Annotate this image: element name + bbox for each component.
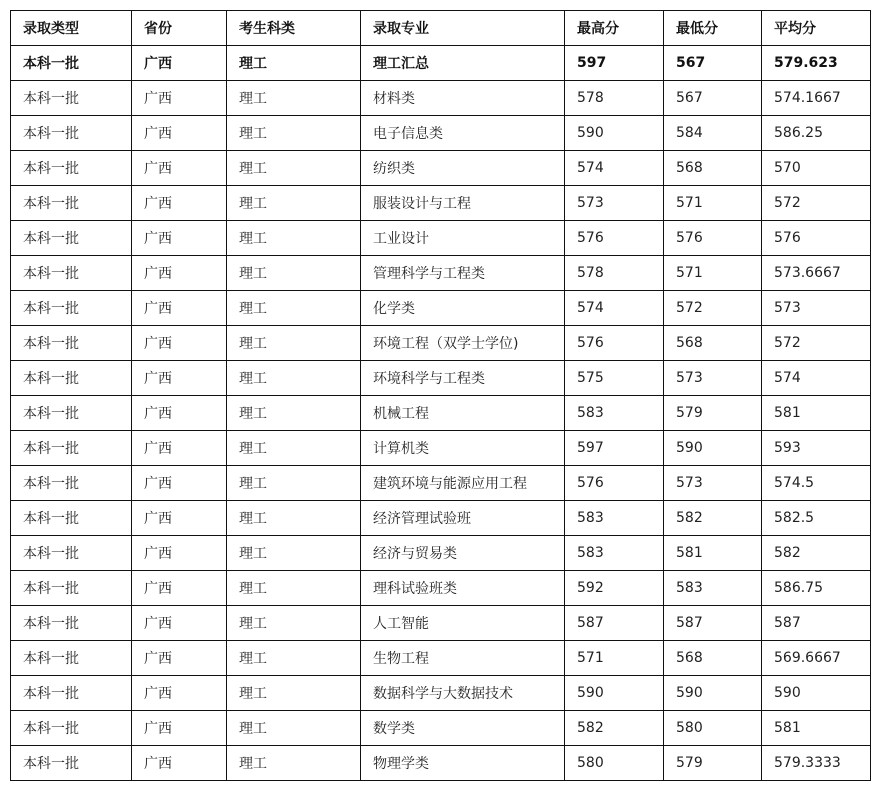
admission-type-cell: 本科一批: [11, 291, 132, 326]
max-score-cell: 580: [565, 746, 664, 781]
header-subject-category: 考生科类: [227, 11, 361, 46]
major-cell: 服装设计与工程: [361, 186, 565, 221]
min-score-cell: 581: [664, 536, 762, 571]
admission-type-cell: 本科一批: [11, 81, 132, 116]
avg-score-cell: 574: [762, 361, 871, 396]
subject-category-cell: 理工: [227, 571, 361, 606]
table-header: [11, 11, 871, 46]
avg-score-cell: 579.623: [762, 46, 871, 81]
province-cell: 广西: [132, 536, 227, 571]
table-row: [11, 81, 871, 116]
table-row: [11, 116, 871, 151]
min-score-cell: 571: [664, 186, 762, 221]
admission-type-cell: 本科一批: [11, 221, 132, 256]
subject-category-cell: 理工: [227, 151, 361, 186]
min-score-cell: 567: [664, 81, 762, 116]
min-score-cell: 572: [664, 291, 762, 326]
max-score-cell: 583: [565, 501, 664, 536]
table-row: [11, 641, 871, 676]
max-score-cell: 592: [565, 571, 664, 606]
subject-category-cell: 理工: [227, 46, 361, 81]
province-cell: 广西: [132, 46, 227, 81]
subject-category-cell: 理工: [227, 186, 361, 221]
max-score-cell: 573: [565, 186, 664, 221]
province-cell: 广西: [132, 571, 227, 606]
admission-type-cell: 本科一批: [11, 466, 132, 501]
table-row: [11, 711, 871, 746]
admission-type-cell: 本科一批: [11, 116, 132, 151]
header-max-score: 最高分: [565, 11, 664, 46]
province-cell: 广西: [132, 221, 227, 256]
admission-type-cell: 本科一批: [11, 711, 132, 746]
admission-type-cell: 本科一批: [11, 256, 132, 291]
subject-category-cell: 理工: [227, 641, 361, 676]
table-row: [11, 536, 871, 571]
table-row: [11, 291, 871, 326]
province-cell: 广西: [132, 606, 227, 641]
avg-score-cell: 573: [762, 291, 871, 326]
avg-score-cell: 574.5: [762, 466, 871, 501]
admission-type-cell: 本科一批: [11, 361, 132, 396]
table-row: [11, 186, 871, 221]
table-row: [11, 221, 871, 256]
max-score-cell: 574: [565, 151, 664, 186]
max-score-cell: 576: [565, 221, 664, 256]
max-score-cell: 587: [565, 606, 664, 641]
subject-category-cell: 理工: [227, 326, 361, 361]
min-score-cell: 567: [664, 46, 762, 81]
max-score-cell: 597: [565, 431, 664, 466]
province-cell: 广西: [132, 466, 227, 501]
major-cell: 理科试验班类: [361, 571, 565, 606]
header-row: [11, 11, 871, 46]
max-score-cell: 590: [565, 676, 664, 711]
major-cell: 数据科学与大数据技术: [361, 676, 565, 711]
avg-score-cell: 569.6667: [762, 641, 871, 676]
subject-category-cell: 理工: [227, 536, 361, 571]
major-cell: 理工汇总: [361, 46, 565, 81]
admission-type-cell: 本科一批: [11, 746, 132, 781]
province-cell: 广西: [132, 641, 227, 676]
min-score-cell: 573: [664, 361, 762, 396]
header-major: 录取专业: [361, 11, 565, 46]
max-score-cell: 597: [565, 46, 664, 81]
major-cell: 人工智能: [361, 606, 565, 641]
avg-score-cell: 581: [762, 711, 871, 746]
province-cell: 广西: [132, 186, 227, 221]
min-score-cell: 584: [664, 116, 762, 151]
avg-score-cell: 590: [762, 676, 871, 711]
admission-type-cell: 本科一批: [11, 396, 132, 431]
max-score-cell: 583: [565, 536, 664, 571]
admission-type-cell: 本科一批: [11, 606, 132, 641]
admission-type-cell: 本科一批: [11, 186, 132, 221]
admission-score-table: [10, 10, 871, 781]
min-score-cell: 568: [664, 151, 762, 186]
province-cell: 广西: [132, 746, 227, 781]
major-cell: 数学类: [361, 711, 565, 746]
avg-score-cell: 574.1667: [762, 81, 871, 116]
subject-category-cell: 理工: [227, 361, 361, 396]
province-cell: 广西: [132, 501, 227, 536]
province-cell: 广西: [132, 396, 227, 431]
subject-category-cell: 理工: [227, 431, 361, 466]
subject-category-cell: 理工: [227, 676, 361, 711]
header-avg-score: 平均分: [762, 11, 871, 46]
table-row: [11, 606, 871, 641]
summary-row: [11, 46, 871, 81]
subject-category-cell: 理工: [227, 221, 361, 256]
avg-score-cell: 593: [762, 431, 871, 466]
header-min-score: 最低分: [664, 11, 762, 46]
avg-score-cell: 586.75: [762, 571, 871, 606]
subject-category-cell: 理工: [227, 256, 361, 291]
admission-type-cell: 本科一批: [11, 676, 132, 711]
province-cell: 广西: [132, 711, 227, 746]
major-cell: 物理学类: [361, 746, 565, 781]
avg-score-cell: 587: [762, 606, 871, 641]
admission-type-cell: 本科一批: [11, 326, 132, 361]
max-score-cell: 578: [565, 256, 664, 291]
min-score-cell: 568: [664, 326, 762, 361]
avg-score-cell: 581: [762, 396, 871, 431]
max-score-cell: 576: [565, 326, 664, 361]
province-cell: 广西: [132, 361, 227, 396]
major-cell: 电子信息类: [361, 116, 565, 151]
min-score-cell: 568: [664, 641, 762, 676]
max-score-cell: 576: [565, 466, 664, 501]
province-cell: 广西: [132, 81, 227, 116]
avg-score-cell: 572: [762, 326, 871, 361]
subject-category-cell: 理工: [227, 81, 361, 116]
table-row: [11, 361, 871, 396]
table-row: [11, 571, 871, 606]
admission-type-cell: 本科一批: [11, 536, 132, 571]
avg-score-cell: 576: [762, 221, 871, 256]
major-cell: 机械工程: [361, 396, 565, 431]
min-score-cell: 580: [664, 711, 762, 746]
max-score-cell: 575: [565, 361, 664, 396]
major-cell: 化学类: [361, 291, 565, 326]
avg-score-cell: 579.3333: [762, 746, 871, 781]
major-cell: 生物工程: [361, 641, 565, 676]
header-admission-type: 录取类型: [11, 11, 132, 46]
province-cell: 广西: [132, 151, 227, 186]
avg-score-cell: 573.6667: [762, 256, 871, 291]
min-score-cell: 571: [664, 256, 762, 291]
admission-type-cell: 本科一批: [11, 501, 132, 536]
table-body: [11, 46, 871, 781]
min-score-cell: 573: [664, 466, 762, 501]
major-cell: 管理科学与工程类: [361, 256, 565, 291]
major-cell: 纺织类: [361, 151, 565, 186]
province-cell: 广西: [132, 291, 227, 326]
major-cell: 计算机类: [361, 431, 565, 466]
min-score-cell: 576: [664, 221, 762, 256]
max-score-cell: 571: [565, 641, 664, 676]
avg-score-cell: 582.5: [762, 501, 871, 536]
min-score-cell: 579: [664, 746, 762, 781]
major-cell: 工业设计: [361, 221, 565, 256]
min-score-cell: 579: [664, 396, 762, 431]
table-row: [11, 676, 871, 711]
min-score-cell: 587: [664, 606, 762, 641]
max-score-cell: 574: [565, 291, 664, 326]
admission-type-cell: 本科一批: [11, 571, 132, 606]
max-score-cell: 583: [565, 396, 664, 431]
province-cell: 广西: [132, 116, 227, 151]
max-score-cell: 578: [565, 81, 664, 116]
subject-category-cell: 理工: [227, 466, 361, 501]
major-cell: 材料类: [361, 81, 565, 116]
major-cell: 经济管理试验班: [361, 501, 565, 536]
avg-score-cell: 586.25: [762, 116, 871, 151]
min-score-cell: 582: [664, 501, 762, 536]
major-cell: 环境科学与工程类: [361, 361, 565, 396]
table-row: [11, 396, 871, 431]
table-row: [11, 501, 871, 536]
subject-category-cell: 理工: [227, 606, 361, 641]
province-cell: 广西: [132, 326, 227, 361]
subject-category-cell: 理工: [227, 396, 361, 431]
table-row: [11, 256, 871, 291]
admission-type-cell: 本科一批: [11, 641, 132, 676]
table-row: [11, 326, 871, 361]
province-cell: 广西: [132, 256, 227, 291]
major-cell: 环境工程（双学士学位): [361, 326, 565, 361]
table-row: [11, 431, 871, 466]
avg-score-cell: 582: [762, 536, 871, 571]
major-cell: 经济与贸易类: [361, 536, 565, 571]
admission-type-cell: 本科一批: [11, 431, 132, 466]
avg-score-cell: 570: [762, 151, 871, 186]
max-score-cell: 590: [565, 116, 664, 151]
admission-type-cell: 本科一批: [11, 151, 132, 186]
subject-category-cell: 理工: [227, 711, 361, 746]
subject-category-cell: 理工: [227, 501, 361, 536]
admission-type-cell: 本科一批: [11, 46, 132, 81]
avg-score-cell: 572: [762, 186, 871, 221]
subject-category-cell: 理工: [227, 746, 361, 781]
table-row: [11, 746, 871, 781]
table-row: [11, 466, 871, 501]
min-score-cell: 590: [664, 431, 762, 466]
table-row: [11, 151, 871, 186]
subject-category-cell: 理工: [227, 291, 361, 326]
province-cell: 广西: [132, 676, 227, 711]
header-province: 省份: [132, 11, 227, 46]
min-score-cell: 590: [664, 676, 762, 711]
max-score-cell: 582: [565, 711, 664, 746]
province-cell: 广西: [132, 431, 227, 466]
subject-category-cell: 理工: [227, 116, 361, 151]
major-cell: 建筑环境与能源应用工程: [361, 466, 565, 501]
min-score-cell: 583: [664, 571, 762, 606]
